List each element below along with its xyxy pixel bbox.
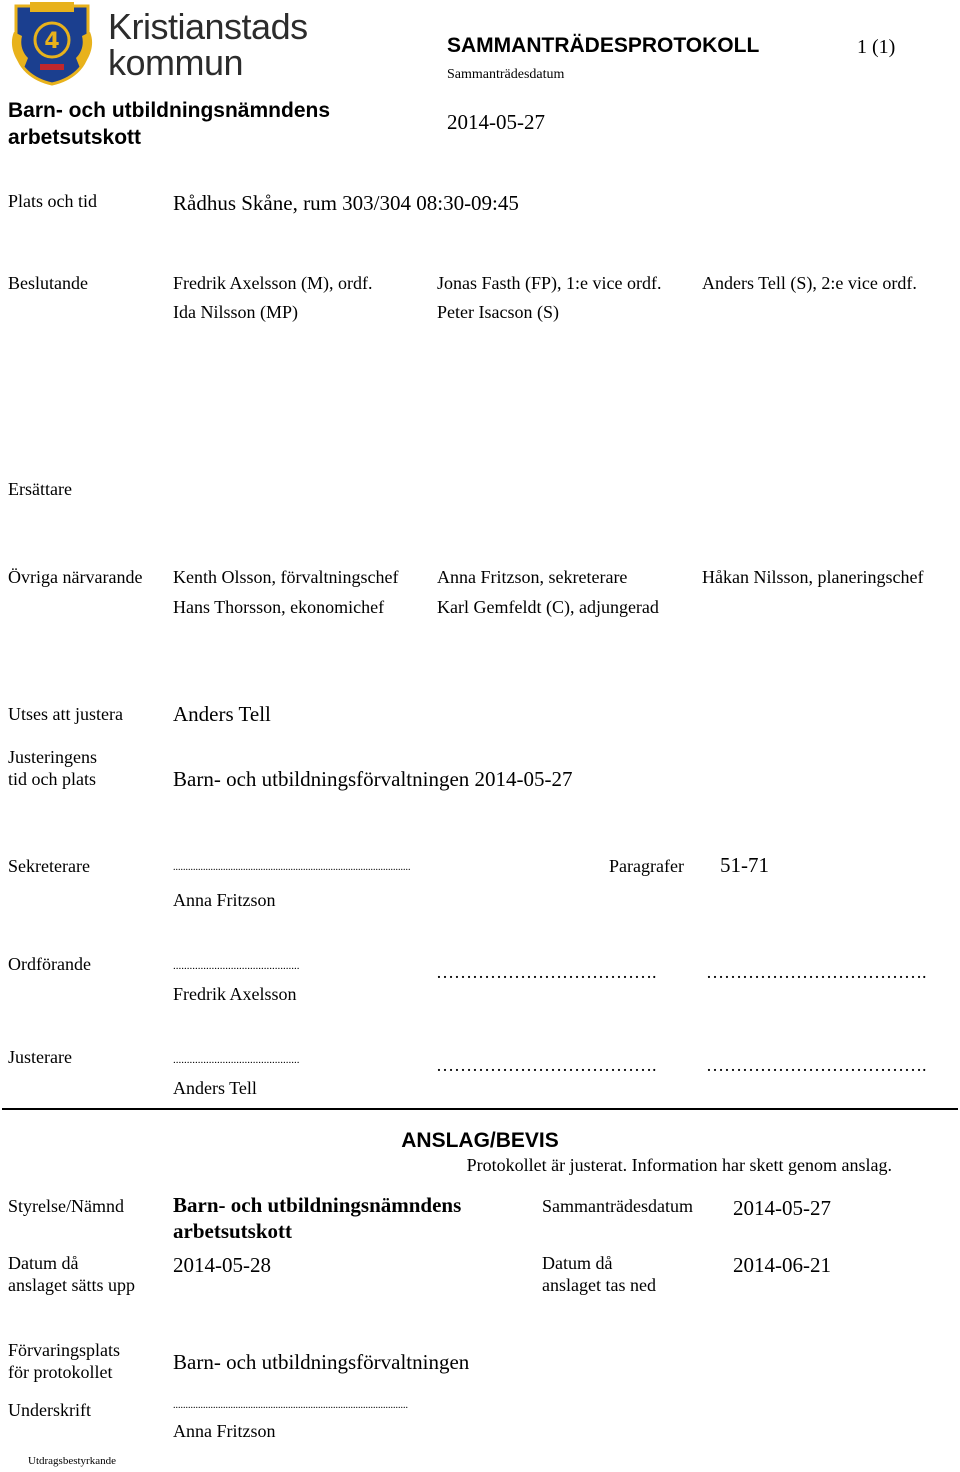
ned-label-line2: anslaget tas ned: [542, 1275, 656, 1295]
underskrift-name: Anna Fritzson: [173, 1421, 276, 1441]
beslutande-member: Peter Isacson (S): [437, 302, 559, 322]
justera-label: Utses att justera: [8, 704, 123, 724]
plats-value: Rådhus Skåne, rum 303/304 08:30-09:45: [173, 191, 519, 215]
beslutande-member: Fredrik Axelsson (M), ordf.: [173, 273, 373, 293]
forvaring-value: Barn- och utbildningsförvaltningen: [173, 1350, 470, 1374]
signature-dots: ……………………………….: [436, 962, 657, 982]
justeringens-label-line1: Justeringens: [8, 747, 97, 767]
justerare-signature-line: ..............................................: [173, 1054, 300, 1066]
beslutande-member: Jonas Fasth (FP), 1:e vice ordf.: [437, 273, 662, 293]
sekreterare-name: Anna Fritzson: [173, 890, 276, 910]
ovriga-member: Kenth Olsson, förvaltningschef: [173, 567, 399, 587]
anslag-sammantradesdatum-value: 2014-05-27: [733, 1196, 831, 1220]
anslag-sammantradesdatum-label: Sammanträdesdatum: [542, 1196, 693, 1216]
forvaring-label-line2: för protokollet: [8, 1362, 113, 1382]
ovriga-member: Anna Fritzson, sekreterare: [437, 567, 628, 587]
ned-value: 2014-06-21: [733, 1253, 831, 1277]
paragrafer-label: Paragrafer: [609, 856, 684, 876]
anslag-title: ANSLAG/BEVIS: [401, 1129, 559, 1152]
styrelse-value-line1: Barn- och utbildningsnämndens: [173, 1193, 462, 1217]
sekreterare-label: Sekreterare: [8, 856, 90, 876]
ned-label-line1: Datum då: [542, 1253, 613, 1273]
signature-dots: ……………………………….: [706, 1055, 927, 1075]
styrelse-label: Styrelse/Nämnd: [8, 1196, 124, 1216]
ersattare-label: Ersättare: [8, 479, 72, 499]
beslutande-label: Beslutande: [8, 273, 88, 293]
plats-label: Plats och tid: [8, 191, 97, 211]
underskrift-label: Underskrift: [8, 1400, 91, 1420]
justeringens-label-line2: tid och plats: [8, 769, 96, 789]
section-divider: [2, 1108, 958, 1110]
svg-text:4: 4: [44, 29, 60, 54]
upp-value: 2014-05-28: [173, 1253, 271, 1277]
styrelse-value-line2: arbetsutskott: [173, 1219, 292, 1243]
meeting-date: 2014-05-27: [447, 110, 545, 134]
justerare-label: Justerare: [8, 1047, 72, 1067]
justeringens-value: Barn- och utbildningsförvaltningen 2014-05-27: [173, 767, 573, 791]
underskrift-signature-line: ..............................................................................................: [173, 1400, 408, 1411]
logo-text-kristianstads: Kristianstads: [108, 6, 308, 47]
meeting-date-label: Sammanträdesdatum: [447, 67, 565, 82]
sekreterare-signature-line: ...............................................................................................: [173, 862, 411, 873]
ovriga-member: Håkan Nilsson, planeringschef: [702, 567, 924, 587]
ovriga-member: Karl Gemfeldt (C), adjungerad: [437, 597, 659, 617]
logo-text-kommun: kommun: [108, 42, 244, 83]
body-name-line1: Barn- och utbildningsnämndens: [8, 99, 331, 122]
signature-dots: ……………………………….: [706, 962, 927, 982]
beslutande-member: Ida Nilsson (MP): [173, 302, 298, 322]
justerare-name: Anders Tell: [173, 1078, 257, 1098]
forvaring-label-line1: Förvaringsplats: [8, 1340, 120, 1360]
anslag-subtitle: Protokollet är justerat. Information har skett genom anslag.: [466, 1155, 892, 1175]
coat-of-arms-logo: [10, 2, 94, 86]
upp-label-line1: Datum då: [8, 1253, 79, 1273]
ovriga-member: Hans Thorsson, ekonomichef: [173, 597, 385, 617]
upp-label-line2: anslaget sätts upp: [8, 1275, 135, 1295]
document-type-title: SAMMANTRÄDESPROTOKOLL: [447, 34, 760, 57]
paragrafer-value: 51-71: [720, 853, 769, 877]
ordforande-label: Ordförande: [8, 954, 91, 974]
ovriga-label: Övriga närvarande: [8, 567, 143, 587]
footer-utdragsbestyrkande: Utdragsbestyrkande: [28, 1455, 116, 1467]
ordforande-signature-line: ..............................................: [173, 960, 300, 972]
page-number: 1 (1): [857, 36, 896, 58]
ordforande-name: Fredrik Axelsson: [173, 984, 297, 1004]
body-name-line2: arbetsutskott: [8, 126, 142, 149]
justera-value: Anders Tell: [173, 702, 271, 726]
beslutande-member: Anders Tell (S), 2:e vice ordf.: [702, 273, 917, 293]
signature-dots: ……………………………….: [436, 1055, 657, 1075]
